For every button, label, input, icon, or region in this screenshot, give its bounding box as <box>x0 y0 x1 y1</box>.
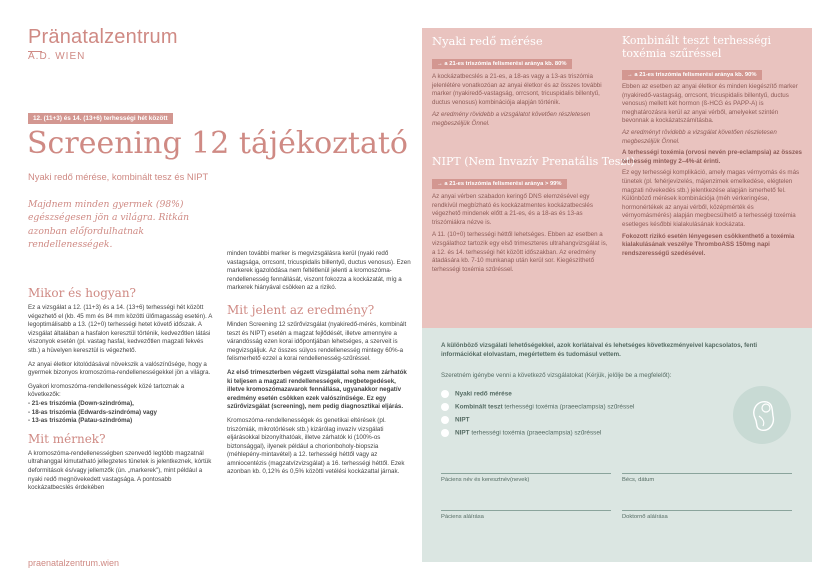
option-combined[interactable]: Kombinált teszt terhességi toxémia (praeeclampsia) szűréssel <box>441 403 741 416</box>
list-item: - 18-as triszómia (Edwards-szindróma) vagy <box>28 408 157 416</box>
combined-rate-badge: → a 21-es triszómia felismerési aránya kb. 90% <box>622 70 762 80</box>
list-item: - 21-es triszómia (Down-szindróma), <box>28 399 134 407</box>
column-2 <box>227 250 413 477</box>
nt-title: Nyaki redő mérése <box>432 34 543 48</box>
paragraph: A 11. (10+0) terhességi héttől lehetséges. Ebben az esetben a vizsgálathoz tartozik egy első trimeszteres ultrahangvizsgálat is, a 12. és 14. terhességi hét között időszakban. Az eredmény átadására kb. 7-10 munkanap után kerül sor. Kiegészíthető terhességi toxémia szűréssel. <box>432 231 608 273</box>
paragraph: Az eredmény rövidebb a vizsgálatot követően részletesen megbeszéljük Önnel. <box>432 111 591 127</box>
paragraph: A kockázatbecslés a 21-es, a 18-as vagy a 13-as triszómia jelenlétére vonatkozóan az anyai életkor és az összes további marker (nyakiredő-vastagság, orrcsont, tricuspidalis billentyű, ductus venosus) kombinációja alapján történik. <box>432 73 602 106</box>
paragraph: A terhességi toxémia (orvosi nevén pre-eclampsia) az összes terhesség mintegy 2–4%-át érinti. <box>622 149 802 165</box>
page-subtitle: Nyaki redő mérése, kombinált tesz és NIPT <box>28 171 209 182</box>
baby-illustration-icon <box>733 386 791 444</box>
doctor-signature-field[interactable] <box>622 509 792 511</box>
nt-rate-badge: → a 21-es triszómia felismerési aránya kb. 80% <box>432 59 572 69</box>
brand-sub: A.D. WIEN <box>28 51 86 62</box>
paragraph: Az anyai vérben szabadon keringő DNS elemzésével egy rendkívül megbízható és kockázatmentes kockázatbecslés végezhető mindenek előtt a 21-es, és a 18-as és 13-as triszómiákra nézve is. <box>432 193 593 226</box>
paragraph: A kromoszóma-rendellenességben szenvedő legtöbb magzatnál ultrahanggal kimutatható jellegzetes tünetek is jelentkeznek, kórtük deformitások és/vagy jellemzők (ún. „markerek"), mint például a nyaki redő megnövekedett vastagsága. A pontosabb kockázatbecslés érdekében <box>28 449 212 492</box>
option-nt[interactable]: Nyaki redő mérése <box>441 390 741 403</box>
nipt-section <box>432 155 635 274</box>
patient-signature-label: Páciens aláírása <box>441 514 484 520</box>
paragraph: Fokozott rizikó esetén lényegesen csökkenthető a toxémia kialakulásának veszélye ThromboASS 150mg napi rendszerességű szedésével. <box>622 232 795 257</box>
name-field-label: Páciens név és keresztnév(nevek) <box>441 477 530 483</box>
brand-name: Pränatalzentrum <box>28 26 178 48</box>
heading-result: Mit jelent az eredmény? <box>227 302 375 317</box>
paragraph: Gyakori kromoszóma-rendellenességek közé tartoznak a következők: <box>28 382 185 399</box>
checkbox[interactable] <box>441 390 449 398</box>
city-date-field[interactable] <box>622 472 792 474</box>
paragraph: minden további marker is megvizsgálásra kerül (nyaki redő vastagsága, orrcsont, tricuspidalis billentyű, ductus venosus). Ezen markerek igazolódása nem feltétlenül jelenti a kromoszóma-rendellenesség fennállását, viszont fokozza a kockázatát, míg a markerek hiányával csökken az a rizikó. <box>227 250 411 292</box>
option-nipt-toxemia[interactable]: NIPT terhességi toxémia (praeeclampsia) szűréssel <box>441 429 741 442</box>
page-title: Screening 12 tájékoztató <box>27 126 408 161</box>
brand-logo <box>28 26 178 62</box>
checkbox[interactable] <box>441 403 449 411</box>
footer-url[interactable]: praenatalzentrum.wien <box>28 558 120 568</box>
options-list <box>441 390 741 442</box>
patient-signature-field[interactable] <box>441 509 611 511</box>
week-badge: 12. (11+3) és 14. (13+6) terhességi hét között <box>28 113 173 124</box>
paragraph: Az anyai életkor kitolódásával növekszik a valószínűsége, hogy a gyermek bizonyos kromoszóma-rendellenességekkel jön a világra. <box>28 360 211 377</box>
paragraph: Ebben az esetben az anyai életkor és minden kiegészítő marker (nyakiredő-vastagság, orrcsont, tricuspidalis billentyű, ductus venosus) mellett két hormon (ß-HCG és PAPP-A) is meghatározásra kerül az anyai vérből, amelyeket szintén bevonnak a kockázatszámításba. <box>622 83 798 125</box>
paragraph: Minden Screening 12 szűrővizsgálat (nyakiredő-mérés, kombinált teszt és NIPT) esetén a magzat fejlődését, illetve amennyire a várandósság ezen korai időpontjában lehetséges, a szerveit is megvizsgáljuk. Az összes súlyos rendellenesség mintegy 60%-a felismerhető ezzel a korai rendellenesség-szűréssel. <box>227 320 407 363</box>
choose-instruction: Szeretném igénybe venni a következő vizsgálatokat (Kérjük, jelölje be a megfelelőt): <box>441 372 672 379</box>
city-date-label: Bécs, dátum <box>622 477 655 483</box>
combined-title: Kombinált teszt terhességi toxémia szűréssel <box>622 34 772 60</box>
nipt-rate-badge: → a 21-es triszómia felismerési aránya > 99% <box>432 179 567 189</box>
paragraph: Az első trimeszterben végzett vizsgálattal soha nem zárhatók ki teljesen a magzati rendellenességek, megbetegedések, illetve kromoszómazavarok fennállása, ugyanakkor negatív eredmény esetén csökken ezek valószínűsége. Ez egy szűrővizsgálat (screening), nem pedig diagnosztikai eljárás. <box>227 368 407 411</box>
heading-what-measured: Mit mérnek? <box>28 431 106 446</box>
heading-when-how: Mikor és hogyan? <box>28 286 136 300</box>
paragraph: Ez egy terhességi komplikáció, amely magas vérnyomás és más tünetek (pl. fehérjevizelés, májenzimek emelkedése, elégtelen magzati növekedés stb.) jelentkezése alapján ismerhető fel. Különböző mérések kombinációja (méh vérkeringése, hormonértékek az anyai vérből, középmérték és vérnyomásmérés) alapján megbecsülhető a terhességi toxémia esetleges későbbi kialakulásának kockázata. <box>622 169 800 228</box>
nipt-title: NIPT (Nem Invazív Prenatális Teszt) <box>432 155 635 168</box>
checkbox[interactable] <box>441 416 449 424</box>
nt-section <box>432 34 610 129</box>
paragraph: Az eredményt rövidebb a vizsgálat követően részletesen megbeszéljük Önnel. <box>622 128 777 145</box>
option-nipt[interactable]: NIPT <box>441 416 741 429</box>
paragraph: Kromoszóma-rendellenességek és genetikai eltérések (pl. triszómiák, mikrotörlések stb.) kizárólag invazív vizsgálati eljárásokkal bizonyíthatóak, illetve zárhatók ki (100%-os biztonsággal), ilyenek például a chorionboholy-biopszia (méhlepény-mintavétel) a 12. terhességi héttől vagy az amniocentézis (magzatvízvizsgálat) a 16. terhességi héttől. Ezek azonban kb. 0,12% és 0,5% közötti vetélési kockázattal járnak. <box>227 416 405 476</box>
doctor-signature-label: Doktornő aláírása <box>622 514 668 520</box>
lead-text: Majdnem minden gyermek (98%) egészségesen jön a világra. Ritkán azonban előfordulhatnak rendellenességek. <box>28 199 190 251</box>
column-1 <box>28 286 216 493</box>
consent-statement: A különböző vizsgálati lehetőségekkel, azok korlátaival és lehetséges következményeivel kapcsolatos, fenti információkat elolvastam, megértettem és tudomásul vettem. <box>441 342 758 358</box>
paragraph: Ez a vizsgálat a 12. (11+3) és a 14. (13+6) terhességi hét között végezhető el (kb. 45 mm és 84 mm közötti ülőmagasság esetén). A legoptimálisabb a 13. (12+0) terhességi hetet követő időszak. A vizsgálat általában a hasfalon keresztül történik, kedvezőtlen látási viszonyok esetén (pl. vastag hasfal, kedvezőtlen magzati fekvés stb.) a hüvelyen keresztül is végezhető. <box>28 304 212 354</box>
combined-section <box>622 34 802 258</box>
checkbox[interactable] <box>441 429 449 437</box>
consent-form-panel <box>422 328 812 562</box>
name-field[interactable] <box>441 472 611 474</box>
list-item: - 13-as triszómia (Patau-szindróma) <box>28 417 133 425</box>
